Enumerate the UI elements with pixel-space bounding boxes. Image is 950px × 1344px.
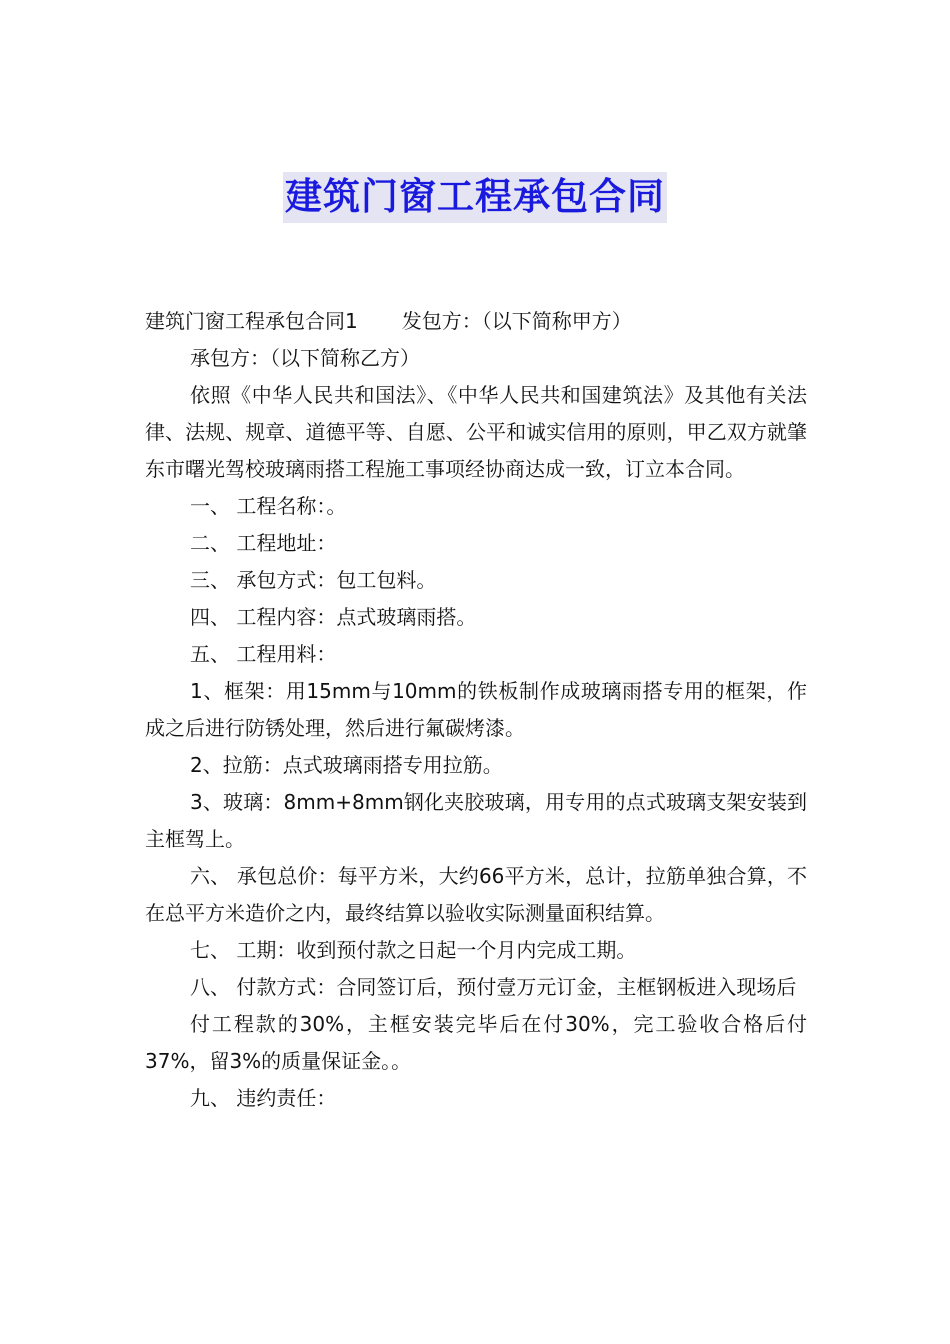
clause-project-name: 一、 工程名称：。 <box>190 494 347 518</box>
clause-total-price: 六、 承包总价：每平方米，大约66平方米，总计，拉筋单独合算，不在总平方米造价之内，最终结算以验收实际测量面积结算。 <box>145 864 807 925</box>
clause-schedule: 七、 工期：收到预付款之日起一个月内完成工期。 <box>190 938 637 962</box>
material-frame: 1、框架：用15mm与10mm的铁板制作成玻璃雨搭专用的框架，作成之后进行防锈处理，然后进行氟碳烤漆。 <box>145 679 807 740</box>
first-line <box>145 303 807 340</box>
clause-contract-method: 三、 承包方式：包工包料。 <box>190 568 437 592</box>
document-title: 建筑门窗工程承包合同 <box>283 172 667 223</box>
clause-payment: 八、 付款方式：合同签订后，预付壹万元订金，主框钢板进入现场后 <box>190 975 797 999</box>
clause-materials: 五、 工程用料： <box>190 642 337 666</box>
clause-liability: 九、 违约责任： <box>190 1086 337 1110</box>
paragraph-party-b: 承包方：（以下简称乙方） <box>190 346 420 370</box>
paragraph-preamble: 依照《中华人民共和国法》、《中华人民共和国建筑法》及其他有关法律、法规、规章、道德平等、自愿、公平和诚实信用的原则，甲乙双方就肇东市曙光驾校玻璃雨搭工程施工事项经协商达成一致，订立本合同。 <box>145 383 807 481</box>
contract-heading: 建筑门窗工程承包合同1 <box>145 309 358 333</box>
material-glass: 3、玻璃：8mm+8mm钢化夹胶玻璃，用专用的点式玻璃支架安装到主框驾上。 <box>145 790 807 851</box>
clause-project-content: 四、 工程内容：点式玻璃雨搭。 <box>190 605 477 629</box>
clause-project-address: 二、 工程地址： <box>190 531 337 555</box>
clause-payment-continued: 付工程款的30%，主框安装完毕后在付30%，完工验收合格后付37%，留3%的质量保证金。。 <box>145 1012 807 1073</box>
party-a-line: 发包方：（以下简称甲方） <box>401 309 632 333</box>
material-tie-rods: 2、拉筋：点式玻璃雨搭专用拉筋。 <box>190 753 503 777</box>
title-block <box>0 172 950 223</box>
document-body <box>145 303 807 1117</box>
